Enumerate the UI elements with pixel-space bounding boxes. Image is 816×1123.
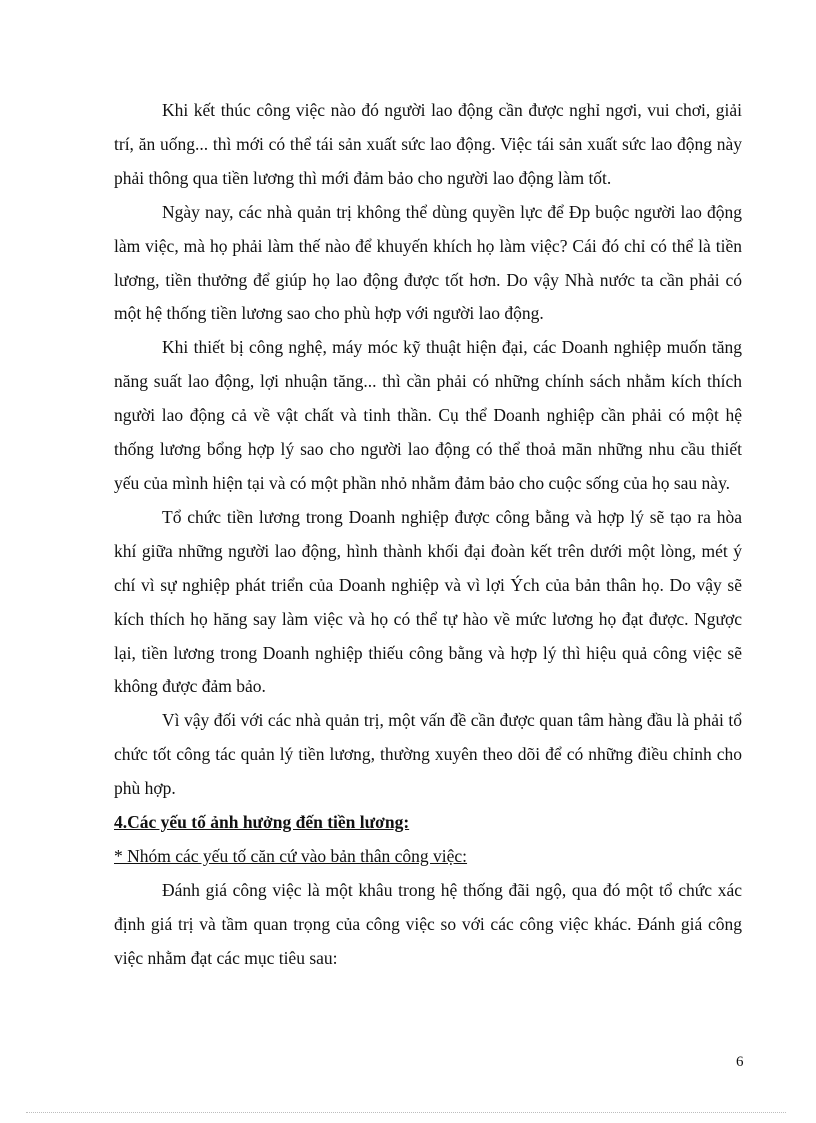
- subsection-heading: * Nhóm các yếu tố căn cứ vào bản thân công việc:: [114, 845, 468, 866]
- paragraph-technology: Khi thiết bị công nghệ, máy móc kỹ thuật hiện đại, các Doanh nghiệp muốn tăng năng suất lao động, lợi nhuận tăng... thì cần phải có những chính sách nhằm kích thích người lao động cả về vật chất và tinh thần. Cụ thể Doanh nghiệp cần phải có một hệ thống lương bổng hợp lý sao cho người lao động có thể thoả mãn những nhu cầu thiết yếu của mình hiện tại và có một phần nhỏ nhằm đảm bảo cho cuộc sống của họ sau này.: [114, 337, 742, 493]
- paragraph-job-evaluation: Đánh giá công việc là một khâu trong hệ thống đãi ngộ, qua đó một tổ chức xác định giá trị và tầm quan trọng của công việc so với các công việc khác. Đánh giá công việc nhằm đạt các mục tiêu sau:: [114, 879, 742, 968]
- section-heading: 4.Các yếu tố ảnh hưởng đến tiền lương:: [114, 812, 410, 833]
- paragraph-rest-recovery: Khi kết thúc công việc nào đó người lao động cần được nghỉ ngơi, vui chơi, giải trí, ăn uống... thì mới có thể tái sản xuất sức lao động. Việc tái sản xuất sức lao động này phải thông qua tiền lương thì mới đảm bảo cho người lao động làm tốt.: [114, 100, 742, 188]
- page-bottom-divider: [26, 1112, 786, 1113]
- page-body: [114, 94, 742, 976]
- paragraph-management: Vì vậy đối với các nhà quản trị, một vấn đề cần được quan tâm hàng đầu là phải tổ chức tốt công tác quản lý tiền lương, thường xuyên theo dõi để có những điều chỉnh cho phù hợp.: [114, 710, 742, 799]
- page-number: 6: [736, 1054, 744, 1070]
- paragraph-motivation: Ngày nay, các nhà quản trị không thể dùng quyền lực để Đp buộc người lao động làm việc, mà họ phải làm thế nào để khuyến khích họ làm việc? Cái đó chỉ có thể là tiền lương, tiền thưởng để giúp họ lao động được tốt hơn. Do vậy Nhà nước ta cần phải có một hệ thống tiền lương sao cho phù hợp với người lao động.: [114, 201, 742, 324]
- paragraph-fair-wages: Tổ chức tiền lương trong Doanh nghiệp được công bằng và hợp lý sẽ tạo ra hòa khí giữa những người lao động, hình thành khối đại đoàn kết trên dưới một lòng, mét ý chí vì sự nghiệp phát triển của Doanh nghiệp và vì lợi Ých của bản thân họ. Do vậy sẽ kích thích họ hăng say làm việc và họ có thể tự hào về mức lương họ đạt được. Ngược lại, tiền lương trong Doanh nghiệp thiếu công bằng và hợp lý thì hiệu quả công việc sẽ không được đảm bảo.: [114, 506, 742, 697]
